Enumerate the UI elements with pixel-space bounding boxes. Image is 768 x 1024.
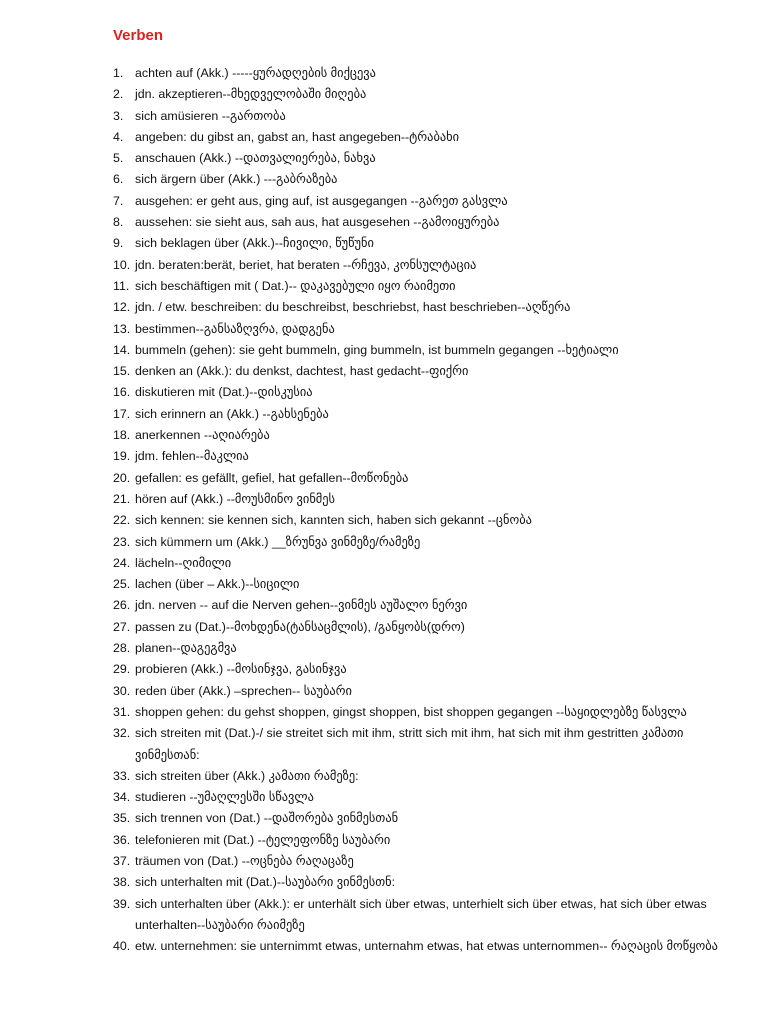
list-item [113, 659, 728, 680]
list-item-number: 19. [113, 449, 131, 464]
list-item-text: sich trennen von (Dat.) --დაშორება ვინმესთან [135, 811, 399, 826]
list-item [113, 255, 728, 276]
list-item-number: 33. [113, 768, 131, 783]
list-item [113, 894, 728, 937]
list-item-text: passen zu (Dat.)--მოხდენა(ტანსაცმლის), /განყობს(დრო) [135, 619, 465, 634]
list-item-text: etw. unternehmen: sie unternimmt etwas, unternahm etwas, hat etwas unternommen-- რაღაცის მოწყობა [135, 939, 718, 954]
list-item-number: 20. [113, 470, 131, 485]
list-item-number: 11. [113, 278, 130, 293]
list-item [113, 830, 728, 851]
list-item-number: 10. [113, 257, 131, 272]
list-item [113, 702, 728, 723]
list-item [113, 340, 728, 361]
list-item [113, 787, 728, 808]
list-item-text: studieren --უმაღლესში სწავლა [135, 790, 314, 805]
list-item-text: sich unterhalten über (Akk.): er unterhält sich über etwas, unterhielt sich über etwas, hat sich über etwas unterhalten--საუბარი რაიმეზე [135, 896, 707, 932]
list-item [113, 553, 728, 574]
list-item-text: sich ärgern über (Akk.) ---გაბრაზება [135, 172, 338, 187]
list-item [113, 617, 728, 638]
list-item [113, 681, 728, 702]
list-item-text: anerkennen --აღიარება [135, 428, 270, 443]
list-item [113, 808, 728, 829]
list-item-number: 1. [113, 66, 124, 80]
list-item [113, 191, 728, 212]
list-item [113, 127, 728, 148]
list-item-number: 22. [113, 513, 131, 528]
list-item [113, 297, 728, 318]
list-item [113, 233, 728, 254]
list-item-number: 6. [113, 172, 124, 187]
list-item-text: sich amüsieren --გართობა [135, 108, 286, 123]
list-item-text: lachen (über – Akk.)--სიცილი [135, 577, 300, 592]
list-item-text: sich unterhalten mit (Dat.)--საუბარი ვინმესთნ: [135, 875, 396, 890]
list-item-text: aussehen: sie sieht aus, sah aus, hat ausgesehen --გამოიყურება [135, 215, 500, 230]
list-item-number: 26. [113, 598, 131, 613]
list-item-text: sich streiten über (Akk.) კამათი რამეზე: [135, 768, 359, 783]
list-item-number: 30. [113, 683, 131, 698]
list-item [113, 936, 728, 957]
list-item-number: 13. [113, 321, 131, 336]
list-item-text: sich streiten mit (Dat.)-/ sie streitet sich mit ihm, stritt sich mit ihm, hat sich mit ihm gestritten კამათი ვინმესთან: [135, 726, 684, 762]
list-item-text: jdm. fehlen--მაკლია [135, 449, 249, 464]
list-item-number: 18. [113, 428, 131, 443]
list-item-text: jdn. / etw. beschreiben: du beschreibst, beschriebst, hast beschrieben--აღწერა [135, 300, 571, 315]
list-item-number: 5. [113, 151, 124, 166]
list-item-number: 38. [113, 875, 131, 890]
verb-list [113, 63, 728, 957]
list-item [113, 361, 728, 382]
list-item-number: 29. [113, 662, 131, 677]
list-item-text: ausgehen: er geht aus, ging auf, ist ausgegangen --გარეთ გასვლა [135, 193, 508, 208]
list-item-text: sich beschäftigen mit ( Dat.)-- დაკავებული იყო რაიმეთი [135, 278, 456, 293]
list-item-number: 15. [113, 364, 131, 379]
list-item [113, 638, 728, 659]
list-item-text: planen--დაგეგმვა [135, 641, 237, 656]
list-item [113, 63, 728, 84]
list-item-text: sich kennen: sie kennen sich, kannten sich, haben sich gekannt --ცნობა [135, 513, 532, 528]
list-item-number: 32. [113, 726, 131, 741]
list-item [113, 446, 728, 467]
list-item-number: 36. [113, 832, 131, 847]
list-item-number: 12. [113, 300, 131, 315]
list-item-text: hören auf (Akk.) --მოუსმინო ვინმეს [135, 491, 336, 506]
list-item-number: 31. [113, 704, 131, 719]
list-item-number: 3. [113, 108, 124, 123]
list-item-number: 9. [113, 236, 124, 251]
list-item-text: jdn. nerven -- auf die Nerven gehen--ვინმეს აუშალო ნერვი [135, 598, 468, 613]
list-item-text: reden über (Akk.) –sprechen-- საუბარი [135, 683, 352, 698]
list-item-text: bestimmen--განსაზღვრა, დადგენა [135, 321, 335, 336]
list-item-text: anschauen (Akk.) --დათვალიერება, ნახვა [135, 151, 376, 166]
list-item-number: 14. [113, 342, 131, 357]
list-item-number: 34. [113, 790, 131, 805]
list-item-number: 16. [113, 385, 131, 400]
list-item-text: jdn. beraten:berät, beriet, hat beraten --რჩევა, კონსულტაცია [135, 257, 477, 272]
list-item [113, 766, 728, 787]
list-item [113, 468, 728, 489]
list-item [113, 489, 728, 510]
list-item-number: 4. [113, 129, 124, 144]
list-item [113, 532, 728, 553]
list-item-text: angeben: du gibst an, gabst an, hast angegeben--ტრაბახი [135, 129, 460, 144]
list-item-text: denken an (Akk.): du denkst, dachtest, hast gedacht--ფიქრი [135, 364, 469, 379]
list-item-number: 39. [113, 896, 131, 911]
list-item-text: probieren (Akk.) --მოსინჯვა, გასინჯვა [135, 662, 347, 677]
list-item [113, 851, 728, 872]
list-item-number: 37. [113, 853, 131, 868]
list-item-number: 24. [113, 555, 131, 570]
list-item [113, 106, 728, 127]
list-item [113, 212, 728, 233]
list-item [113, 723, 728, 766]
list-item [113, 148, 728, 169]
list-item-number: 25. [113, 577, 131, 592]
list-item-number: 17. [113, 406, 131, 421]
list-item [113, 404, 728, 425]
list-item [113, 84, 728, 105]
list-item [113, 574, 728, 595]
list-item-number: 35. [113, 811, 131, 826]
list-item-text: diskutieren mit (Dat.)--დისკუსია [135, 385, 313, 400]
list-item [113, 872, 728, 893]
list-item-text: sich erinnern an (Akk.) --გახსენება [135, 406, 329, 421]
list-item-text: sich kümmern um (Akk.) __ზრუნვა ვინმეზე/რამეზე [135, 534, 421, 549]
list-item [113, 382, 728, 403]
list-item-text: träumen von (Dat.) --ოცნება რაღაცაზე [135, 853, 354, 868]
list-item-text: gefallen: es gefällt, gefiel, hat gefallen--მოწონება [135, 470, 409, 485]
list-item [113, 425, 728, 446]
list-item-number: 7. [113, 193, 124, 208]
list-item [113, 169, 728, 190]
list-item [113, 319, 728, 340]
list-item-text: shoppen gehen: du gehst shoppen, gingst shoppen, bist shoppen gegangen --საყიდლებზე წასვლა [135, 704, 687, 719]
list-item [113, 510, 728, 531]
list-item-text: achten auf (Akk.) -----ყურადღების მიქცევა [135, 66, 376, 80]
list-item-number: 2. [113, 87, 124, 102]
list-item [113, 276, 728, 297]
list-item-number: 8. [113, 215, 124, 230]
list-item-number: 23. [113, 534, 131, 549]
list-item-text: lächeln--ღიმილი [135, 555, 232, 570]
list-item-text: sich beklagen über (Akk.)--ჩივილი, წუწუნი [135, 236, 374, 251]
list-item-text: bummeln (gehen): sie geht bummeln, ging bummeln, ist bummeln gegangen --ხეტიალი [135, 342, 619, 357]
list-item-number: 21. [113, 491, 131, 506]
list-item-number: 27. [113, 619, 131, 634]
list-item-text: telefonieren mit (Dat.) --ტელეფონზე საუბარი [135, 832, 391, 847]
list-item-number: 28. [113, 641, 131, 656]
list-item [113, 595, 728, 616]
list-item-number: 40. [113, 939, 131, 954]
list-item-text: jdn. akzeptieren--მხედველობაში მიღება [135, 87, 367, 102]
page-title: Verben [113, 27, 164, 44]
